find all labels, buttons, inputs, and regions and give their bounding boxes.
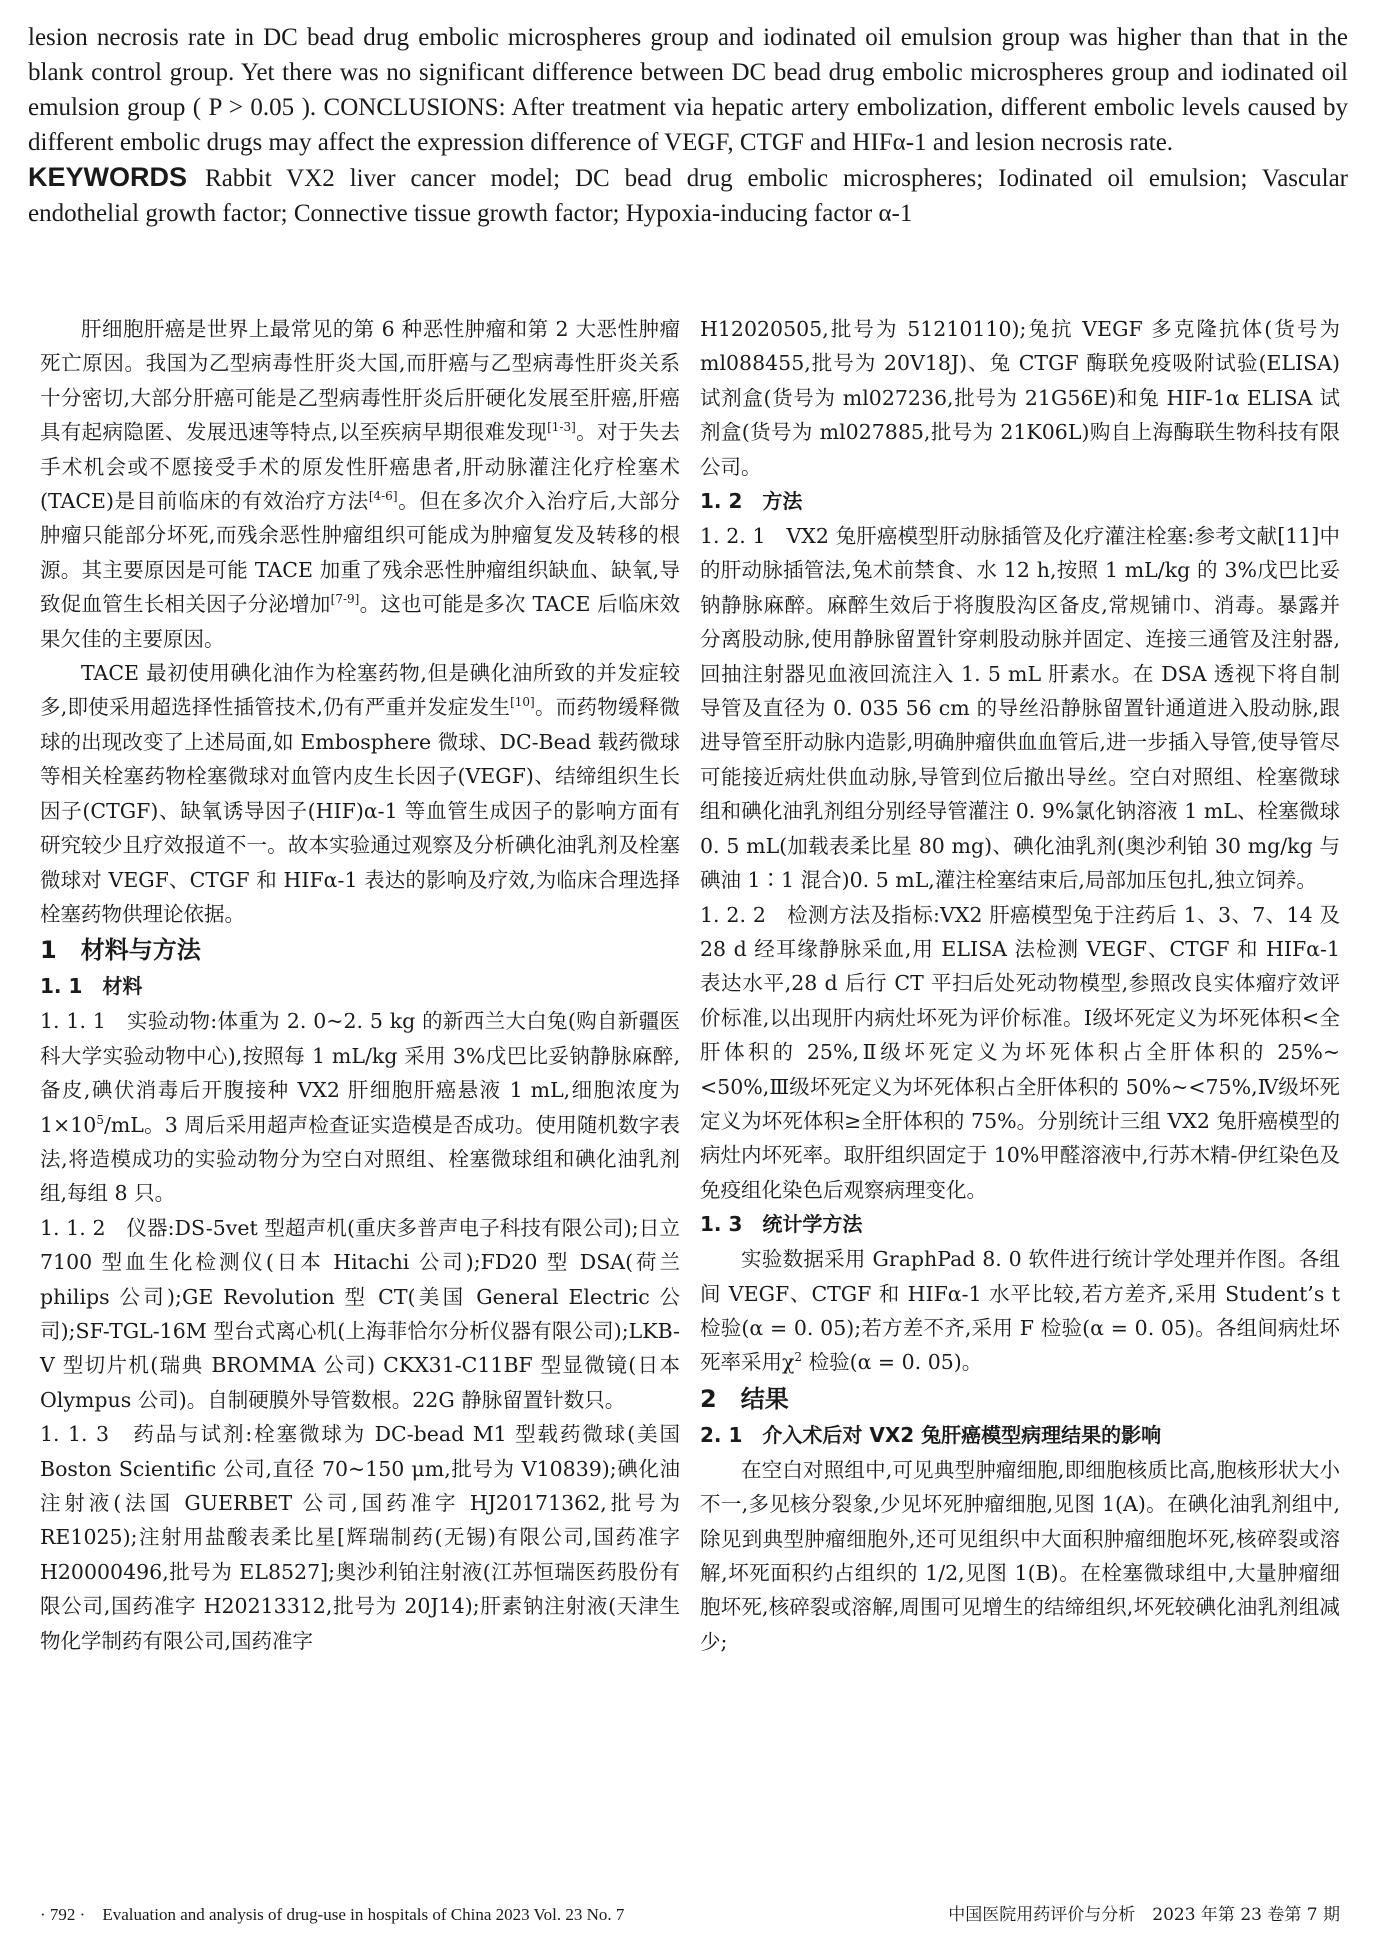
text: 1. 1. 1 实验动物:体重为 2. 0~2. 5 kg 的新西兰大白兔(购自新疆医科大学实验动物中心),按照每 1 mL/kg 采用 3%戊巴比妥钠静脉麻醉,备皮,碘伏消毒后开腹接种 VX2 肝细胞肝癌悬液 1 mL,细胞浓度为 1×10 <box>40 1009 680 1137</box>
text: 。但在多次介入治疗后,大部分肿瘤只能部分坏死,而残余恶性肿瘤组织可能成为肿瘤复发及转移的根源。其主要原因是可能 TACE 加重了残余恶性肿瘤组织缺血、缺氧,导致促血管生长相关因子分泌增加 <box>40 489 680 617</box>
text: /mL。3 周后采用超声检查证实造模是否成功。使用随机数字表法,将造模成功的实验动物分为空白对照组、栓塞微球组和碘化油乳剂组,每组 8 只。 <box>40 1112 680 1206</box>
paragraph-1-2-2: 1. 2. 2 检测方法及指标:VX2 肝癌模型兔于注药后 1、3、7、14 及 28 d 经耳缘静脉采血,用 ELISA 法检测 VEGF、CTGF 和 HIFα-1 表达水平,28 d 后行 CT 平扫后处死动物模型,参照改良实体瘤疗效评价标准,以出现肝内病灶坏死为评价标准。Ⅰ级坏死定义为坏死体积<全肝体积的 25%,Ⅱ级坏死定义为坏死体积占全肝体积的 25%~<50%,Ⅲ级坏死定义为坏死体积占全肝体积的 50%~<75%,Ⅳ级坏死定义为坏死体积≥全肝体积的 75%。分别统计三组 VX2 兔肝癌模型的病灶内坏死率。取肝组织固定于 10%甲醛溶液中,行苏木精-伊红染色及免疫组化染色后观察病理变化。 <box>700 902 1340 1202</box>
paragraph-1-2-1: 1. 2. 1 VX2 兔肝癌模型肝动脉插管及化疗灌注栓塞:参考文献[11]中的肝动脉插管法,兔术前禁食、水 12 h,按照 1 mL/kg 的 3%戊巴比妥钠静脉麻醉。麻醉生效后于将腹股沟区备皮,常规铺巾、消毒。暴露并分离股动脉,使用静脉留置针穿刺股动脉并固定、连接三通管及注射器,回抽注射器见血液回流注入 1. 5 mL 肝素水。在 DSA 透视下将自制导管及直径为 0. 035 56 cm 的导丝沿静脉留置针通道进入股动脉,跟进导管至肝动脉内造影,明确肿瘤供血血管后,进一步插入导管,使导管尽可能接近病灶供血动脉,导管到位后撤出导丝。空白对照组、栓塞微球组和碘化油乳剂组分别经导管灌注 0. 9%氯化钠溶液 1 mL、栓塞微球 0. 5 mL(加载表柔比星 80 mg)、碘化油乳剂(奥沙利铂 30 mg/kg 与碘油 1∶1 混合)0. 5 mL,灌注栓塞结束后,局部加压包扎,独立饲养。 <box>700 524 1340 893</box>
text: 。这也可能是多次 TACE 后临床效果欠佳的主要原因。 <box>40 592 680 651</box>
section-heading: 2 结果 <box>700 1384 789 1413</box>
left-column <box>40 312 680 1658</box>
abstract-text: lesion necrosis rate in DC bead drug embolic microspheres group and iodinated oil emulsion group was higher than that in the blank control group. Yet there was no significant difference between DC bead drug embolic microspheres group and iodinated oil emulsion group ( P > 0.05 ). CONCLUSIONS: After treatment via hepatic artery embolization, different embolic levels caused by different embolic drugs may affect the expression difference of VEGF, CTGF and HIFα-1 and lesion necrosis rate. <box>28 24 1348 156</box>
citation: [4-6] <box>368 489 398 504</box>
citation: [10] <box>510 695 535 710</box>
text: 。对于失去手术机会或不愿接受手术的原发性肝癌患者,肝动脉灌注化疗栓塞术(TACE)是目前临床的有效治疗方法 <box>40 420 681 514</box>
intro-paragraph-1 <box>40 312 680 656</box>
english-abstract <box>28 20 1348 231</box>
footer-journal-en: · 792 · Evaluation and analysis of drug-use in hospitals of China 2023 Vol. 23 No. 7 <box>40 1905 625 1924</box>
text: 检验(α = 0. 05)。 <box>802 1350 983 1375</box>
paragraph-1-1-3: 1. 1. 3 药品与试剂:栓塞微球为 DC-bead M1 型载药微球(美国 Boston Scientific 公司,直径 70~150 μm,批号为 V10839);碘化油注射液(法国 GUERBET 公司,国药准字 HJ20171362,批号为 RE1025);注射用盐酸表柔比星[辉瑞制药(无锡)有限公司,国药准字 H20000496,批号为 EL8527];奥沙利铂注射液(江苏恒瑞医药股份有限公司,国药准字 H20213312,批号为 20J14);肝素钠注射液(天津生物化学制药有限公司,国药准字 <box>40 1422 680 1653</box>
superscript: 5 <box>96 1112 104 1127</box>
text: 肝细胞肝癌是世界上最常见的第 6 种恶性肿瘤和第 2 大恶性肿瘤死亡原因。我国为乙型病毒性肝炎大国,而肝癌与乙型病毒性肝炎关系十分密切,大部分肝癌可能是乙型病毒性肝炎后肝硬化发展至肝癌,肝癌具有起病隐匿、发展迅速等特点,以至疾病早期很难发现 <box>40 317 680 445</box>
superscript: 2 <box>794 1350 803 1365</box>
text: 实验数据采用 GraphPad 8. 0 软件进行统计学处理并作图。各组间 VEGF、CTGF 和 HIFα-1 水平比较,若方差齐,采用 Student’s t 检验(α = 0. 05);若方差不齐,采用 F 检验(α = 0. 05)。各组间病灶坏死率采用χ <box>700 1247 1340 1375</box>
text: 。而药物缓释微球的出现改变了上述局面,如 Embosphere 微球、DC-Bead 载药微球等相关栓塞药物栓塞微球对血管内皮生长因子(VEGF)、结缔组织生长因子(CTGF)、缺氧诱导因子(HIF)α-1 等血管生成因子的影响方面有研究较少且疗效报道不一。故本实验通过观察及分析碘化油乳剂及栓塞微球对 VEGF、CTGF 和 HIFα-1 表达的影响及疗效,为临床合理选择栓塞药物供理论依据。 <box>40 695 680 926</box>
subsection-heading: 1. 3 统计学方法 <box>700 1212 863 1237</box>
section-heading: 1 材料与方法 <box>40 936 201 965</box>
paragraph-2-1: 在空白对照组中,可见典型肿瘤细胞,即细胞核质比高,胞核形状大小不一,多见核分裂象,少见坏死肿瘤细胞,见图 1(A)。在碘化油乳剂组中,除见到典型肿瘤细胞外,还可见组织中大面积肿瘤细胞坏死,核碎裂或溶解,坏死面积约占组织的 1/2,见图 1(B)。在栓塞微球组中,大量肿瘤细胞坏死,核碎裂或溶解,周围可见增生的结缔组织,坏死较碘化油乳剂组减少; <box>700 1457 1340 1654</box>
keywords-text: Rabbit VX2 liver cancer model; DC bead drug embolic microspheres; Iodinated oil emulsion; Vascular endothelial growth factor; Connective tissue growth factor; Hypoxia-inducing factor α-1 <box>28 165 1348 227</box>
footer-journal-cn: 中国医院用药评价与分析 2023 年第 23 卷第 7 期 <box>948 1905 1340 1925</box>
paragraph-continued: H12020505,批号为 51210110);兔抗 VEGF 多克隆抗体(货号为 ml088455,批号为 20V18J)、兔 CTGF 酶联免疫吸附试验(ELISA)试剂盒(货号为 ml027236,批号为 21G56E)和兔 HIF-1α ELISA 试剂盒(货号为 ml027885,批号为 21K06L)购自上海酶联生物科技有限公司。 <box>700 317 1340 479</box>
keywords-line <box>28 160 1348 231</box>
subsection-heading: 1. 2 方法 <box>700 489 803 514</box>
subsection-heading: 1. 1 材料 <box>40 974 143 999</box>
citation: [1-3] <box>547 420 576 435</box>
paragraph-1-3 <box>700 1242 1340 1380</box>
paragraph-1-1-1 <box>40 1004 680 1210</box>
keywords-label: KEYWORDS <box>28 162 188 192</box>
subsection-heading: 2. 1 介入术后对 VX2 兔肝癌模型病理结果的影响 <box>700 1422 1162 1447</box>
paragraph-1-1-2: 1. 1. 2 仪器:DS-5vet 型超声机(重庆多普声电子科技有限公司);日立 7100 型血生化检测仪(日本 Hitachi 公司);FD20 型 DSA(荷兰 philips 公司);GE Revolution 型 CT(美国 General Electric 公司);SF-TGL-16M 型台式离心机(上海菲恰尔分析仪器有限公司);LKB-V 型切片机(瑞典 BROMMA 公司) CKX31-C11BF 型显微镜(日本 Olympus 公司)。自制硬膜外导管数根。22G 静脉留置针数只。 <box>40 1215 680 1412</box>
citation: [7-9] <box>330 592 360 607</box>
intro-paragraph-2 <box>40 656 680 931</box>
right-column <box>700 312 1340 1659</box>
page-footer <box>40 1900 1340 1930</box>
text: TACE 最初使用碘化油作为栓塞药物,但是碘化油所致的并发症较多,即使采用超选择性插管技术,仍有严重并发症发生 <box>40 661 680 720</box>
